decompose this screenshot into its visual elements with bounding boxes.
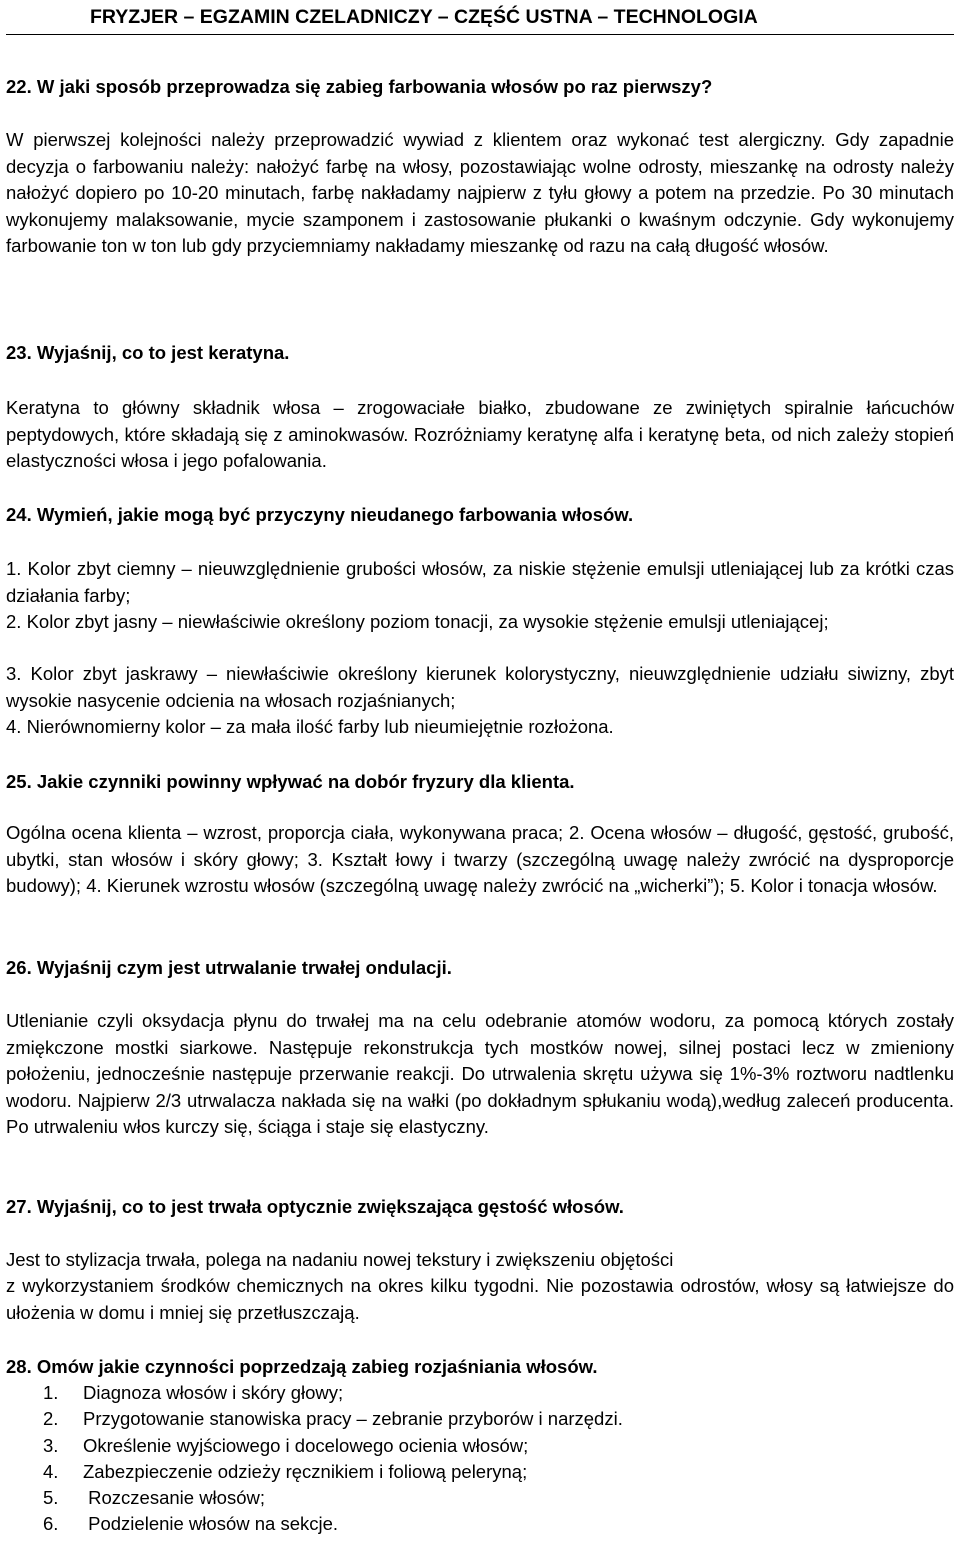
list-text: Zabezpieczenie odzieży ręcznikiem i foliową peleryną; — [83, 1460, 528, 1482]
answer-26: Utlenianie czyli oksydacja płynu do trwałej ma na celu odebranie atomów wodoru, za pomocą których zostały zmiękczone mostki siarkowe. Następuje rekonstrukcja tych mostków nowej, silnej postaci lecz w zmieniony położeniu, jednocześnie następuje przerwanie reakcji. Do utrwalenia skrętu używa się 1%-3% roztworu nadtlenku wodoru. Najpierw 2/3 utrwalacza nakłada się na wałki (po dokładnym spłukaniu wodą),według zaleceń producenta. Po utrwaleniu włos kurczy się, ściąga i staje się elastyczny. — [6, 1010, 954, 1138]
list-item — [6, 1511, 954, 1537]
list-number: 3. — [43, 1434, 59, 1456]
question-25: 25. Jakie czynniki powinny wpływać na dobór fryzury dla klienta. — [6, 771, 575, 792]
answer-24-item-1: 1. Kolor zbyt ciemny – nieuwzględnienie grubości włosów, za niskie stężenie emulsji utleniającej lub za krótki czas działania farby; — [6, 558, 954, 606]
question-27: 27. Wyjaśnij, co to jest trwała optycznie zwiększająca gęstość włosów. — [6, 1196, 624, 1217]
question-28: 28. Omów jakie czynności poprzedzają zabieg rozjaśniania włosów. — [6, 1356, 598, 1377]
list-number: 5. — [43, 1487, 59, 1509]
list-item — [6, 1406, 954, 1432]
answer-24-item-4: 4. Nierównomierny kolor – za mała ilość farby lub nieumiejętnie rozłożona. — [6, 716, 614, 737]
list-item — [6, 1459, 954, 1485]
list-text: Rozczesanie włosów; — [83, 1487, 265, 1509]
list-text: Określenie wyjściowego i docelowego ocienia włosów; — [83, 1434, 529, 1456]
answer-23: Keratyna to główny składnik włosa – zrogowaciałe białko, zbudowane ze zwiniętych spiralnie łańcuchów peptydowych, które składają się z aminokwasów. Rozróżniamy keratynę alfa i keratynę beta, od nich zależy stopień elastyczności włosa i jego pofalowania. — [6, 397, 954, 472]
list-text: Przygotowanie stanowiska pracy – zebranie przyborów i narzędzi. — [83, 1408, 623, 1430]
list-item — [6, 1380, 954, 1406]
question-26: 26. Wyjaśnij czym jest utrwalanie trwałej ondulacji. — [6, 957, 452, 978]
list-number: 2. — [43, 1408, 59, 1430]
question-23: 23. Wyjaśnij, co to jest keratyna. — [6, 342, 290, 363]
answer-27-line-1: Jest to stylizacja trwała, polega na nadaniu nowej tekstury i zwiększeniu objętości — [6, 1249, 674, 1270]
list-number: 4. — [43, 1460, 59, 1482]
list-item — [6, 1485, 954, 1511]
list-number: 1. — [43, 1382, 59, 1403]
answer-25: Ogólna ocena klienta – wzrost, proporcja ciała, wykonywana praca; 2. Ocena włosów – długość, gęstość, grubość, ubytki, stan włosów i skóry głowy; 3. Kształt łowy i twarzy (szczególną uwagę należy zwrócić na dysproporcje budowy); 4. Kierunek wzrostu włosów (szczególną uwagę należy zwrócić na „wicherki”); 5. Kolor i tonacja włosów. — [6, 822, 954, 897]
list-text: Diagnoza włosów i skóry głowy; — [83, 1382, 344, 1403]
answer-27-rest: z wykorzystaniem środków chemicznych na okres kilku tygodni. Nie pozostawia odrostów, włosy są łatwiejsze do ułożenia w domu i mniej się przetłuszczają. — [6, 1275, 954, 1323]
answer-22: W pierwszej kolejności należy przeprowadzić wywiad z klientem oraz wykonać test alergiczny. Gdy zapadnie decyzja o farbowaniu należy: nałożyć farbę na włosy, pozostawiając wolne odrosty, mieszankę na odrosty należy nałożyć dopiero po 10-20 minutach, farbę nakładamy najpierw z tyłu głowy a potem na przedzie. Po 30 minutach wykonujemy malaksowanie, mycie szamponem i zastosowanie płukanki o kwaśnym odczynie. Gdy wykonujemy farbowanie ton w ton lub gdy przyciemniamy nakładamy mieszankę od razu na całą długość włosów. — [6, 129, 954, 257]
answer-24-item-2: 2. Kolor zbyt jasny – niewłaściwie określony poziom tonacji, za wysokie stężenie emulsji utleniającej; — [6, 611, 829, 632]
header-divider — [6, 34, 954, 35]
question-22: 22. W jaki sposób przeprowadza się zabieg farbowania włosów po raz pierwszy? — [6, 76, 713, 97]
list-item — [6, 1433, 954, 1459]
list-text: Podzielenie włosów na sekcje. — [83, 1513, 339, 1535]
list-number: 6. — [43, 1513, 59, 1535]
answer-24-item-3: 3. Kolor zbyt jaskrawy – niewłaściwie określony kierunek kolorystyczny, nieuwzględnienie udziału siwizny, zbyt wysokie nasycenie odcienia na włosach rozjaśnianych; — [6, 663, 954, 711]
page-header: FRYZJER – EGZAMIN CZELADNICZY – CZĘŚĆ USTNA – TECHNOLOGIA — [90, 6, 758, 28]
question-24: 24. Wymień, jakie mogą być przyczyny nieudanego farbowania włosów. — [6, 504, 634, 525]
steps-list-28 — [6, 1380, 954, 1538]
